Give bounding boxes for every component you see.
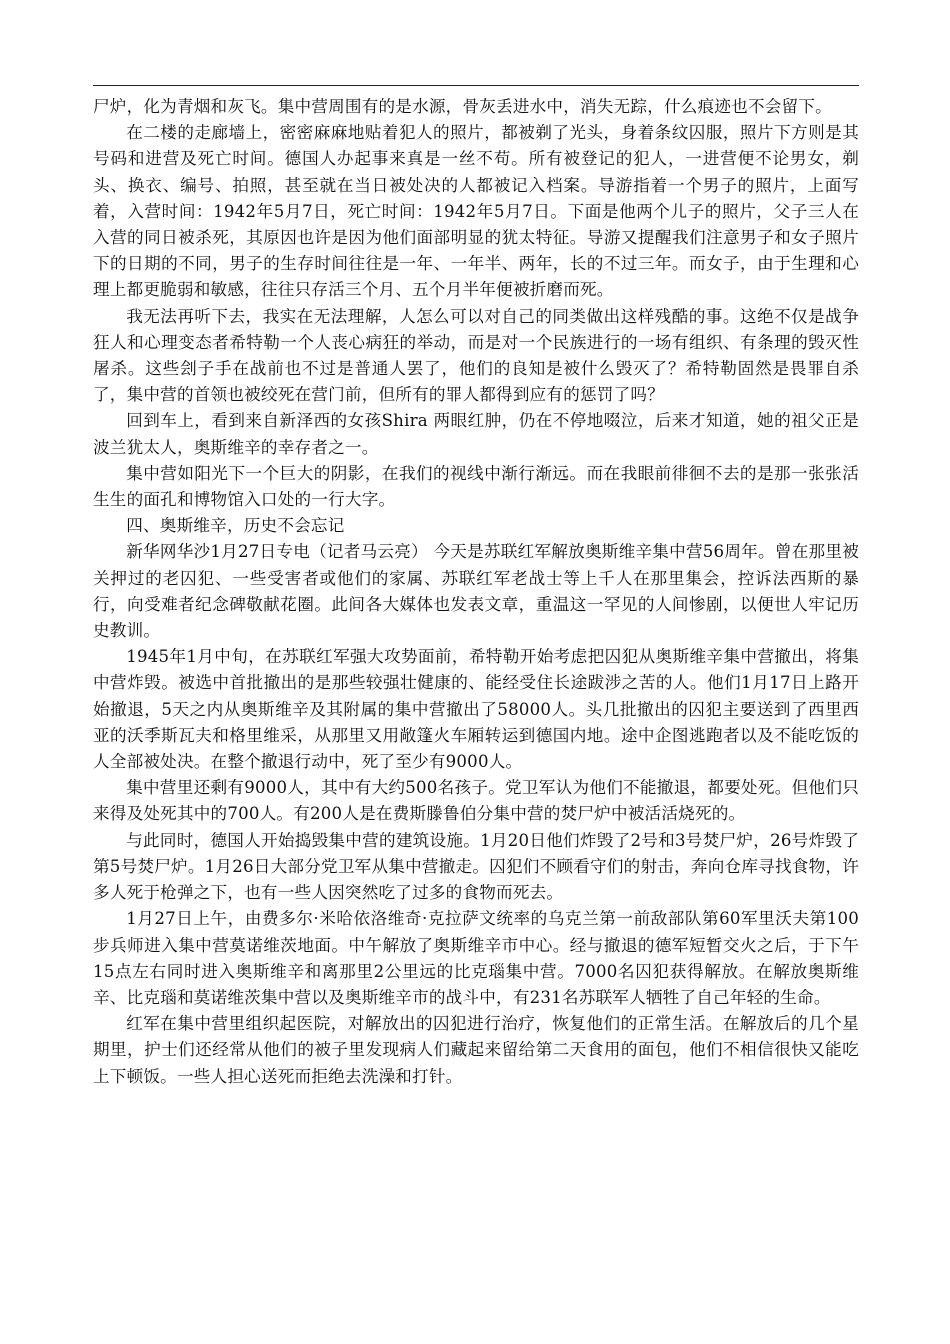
paragraph: 1月27日上午，由费多尔·米哈依洛维奇·克拉萨文统率的乌克兰第一前敌部队第60军里沃夫第100步兵师进入集中营莫诺维茨地面。中午解放了奥斯维辛市中心。经与撤退的德军短暂交火之后，于下午15点左右同时进入奥斯维辛和离那里2公里远的比克瑙集中营。7000名囚犯获得解放。在解放奥斯维辛、比克瑙和莫诺维茨集中营以及奥斯维辛市的战斗中，有231名苏联军人牺牲了自己年轻的生命。 (93, 909, 859, 1007)
paragraph: 新华网华沙1月27日专电（记者马云亮） 今天是苏联红军解放奥斯维辛集中营56周年。曾在那里被关押过的老囚犯、一些受害者或他们的家属、苏联红军老战士等上千人在那里集会，控诉法西斯的暴行，向受难者纪念碑敬献花圈。此间各大媒体也发表文章，重温这一罕见的人间惨剧，以便世人牢记历史教训。 (93, 542, 859, 641)
paragraph: 我无法再听下去，我实在无法理解，人怎么可以对自己的同类做出这样残酷的事。这绝不仅是战争狂人和心理变态者希特勒一个人丧心病狂的举动，而是对一个民族进行的一场有组织、有条理的毁灭性屠杀。这些刽子手在战前也不过是普通人罢了，他们的良知是被什么毁灭了？希特勒固然是畏罪自杀了，集中营的首领也被绞死在营门前，但所有的罪人都得到应有的惩罚了吗？ (93, 306, 859, 405)
paragraph: 在二楼的走廊墙上，密密麻麻地贴着犯人的照片，都被剃了光头，身着条纹囚服，照片下方则是其号码和进营及死亡时间。德国人办起事来真是一丝不苟。所有被登记的犯人，一进营便不论男女，剃头、换衣、编号、拍照，甚至就在当日被处决的人都被记入档案。导游指着一个男子的照片，上面写着，入营时间：1942年5月7日，死亡时间：1942年5月7日。下面是他两个儿子的照片，父子三人在入营的同日被杀死，其原因也许是因为他们面部明显的犹太特征。导游又提醒我们注意男子和女子照片下的日期的不同，男子的生存时间往往是一年、一年半、两年，长的不过三年。而女子，由于生理和心理上都更脆弱和敏感，往往只存活三个月、五个月半年便被折磨而死。 (93, 123, 859, 300)
document-page (93, 0, 859, 1344)
paragraph: 红军在集中营里组织起医院，对解放出的囚犯进行治疗，恢复他们的正常生活。在解放后的几个星期里，护士们还经常从他们的被子里发现病人们藏起来留给第二天食用的面包，他们不相信很快又能吃上下顿饭。一些人担心送死而拒绝去洗澡和打针。 (93, 1014, 859, 1086)
paragraph: 尸炉，化为青烟和灰飞。集中营周围有的是水源，骨灰丢进水中，消失无踪，什么痕迹也不会留下。 (93, 97, 832, 116)
paragraph: 1945年1月中旬，在苏联红军强大攻势面前，希特勒开始考虑把囚犯从奥斯维辛集中营撤出，将集中营炸毁。被选中首批撤出的是那些较强壮健康的、能经受住长途跋涉之苦的人。他们1月17日上路开始撤退，5天之内从奥斯维辛及其附属的集中营撤出了58000人。头几批撤出的囚犯主要送到了西里西亚的沃季斯瓦夫和格里维采，从那里又用敞篷火车厢转运到德国内地。途中企图逃跑者以及不能吃饭的人全部被处决。在整个撤退行动中，死了至少有9000人。 (93, 647, 859, 772)
paragraph: 集中营如阳光下一个巨大的阴影，在我们的视线中渐行渐远。而在我眼前徘徊不去的是那一张张活生生的面孔和博物馆入口处的一行大字。 (93, 463, 859, 510)
header-rule (93, 85, 859, 86)
document-body (93, 94, 859, 1090)
paragraph: 回到车上，看到来自新泽西的女孩Shira 两眼红肿，仍在不停地啜泣，后来才知道，她的祖父正是波兰犹太人，奥斯维辛的幸存者之一。 (93, 411, 859, 457)
section-heading: 四、奥斯维辛，历史不会忘记 (126, 516, 345, 536)
paragraph: 与此同时，德国人开始捣毁集中营的建筑设施。1月20日他们炸毁了2号和3号焚尸炉，26号炸毁了第5号焚尸炉。1月26日大部分党卫军从集中营撤走。囚犯们不顾看守们的射击，奔向仓库寻找食物，许多人死于枪弹之下，也有一些人因突然吃了过多的食物而死去。 (93, 830, 859, 903)
paragraph: 集中营里还剩有9000人，其中有大约500名孩子。党卫军认为他们不能撤退，都要处死。但他们只来得及处死其中的700人。有200人是在费斯滕鲁伯分集中营的焚尸炉中被活活烧死的。 (93, 778, 859, 824)
